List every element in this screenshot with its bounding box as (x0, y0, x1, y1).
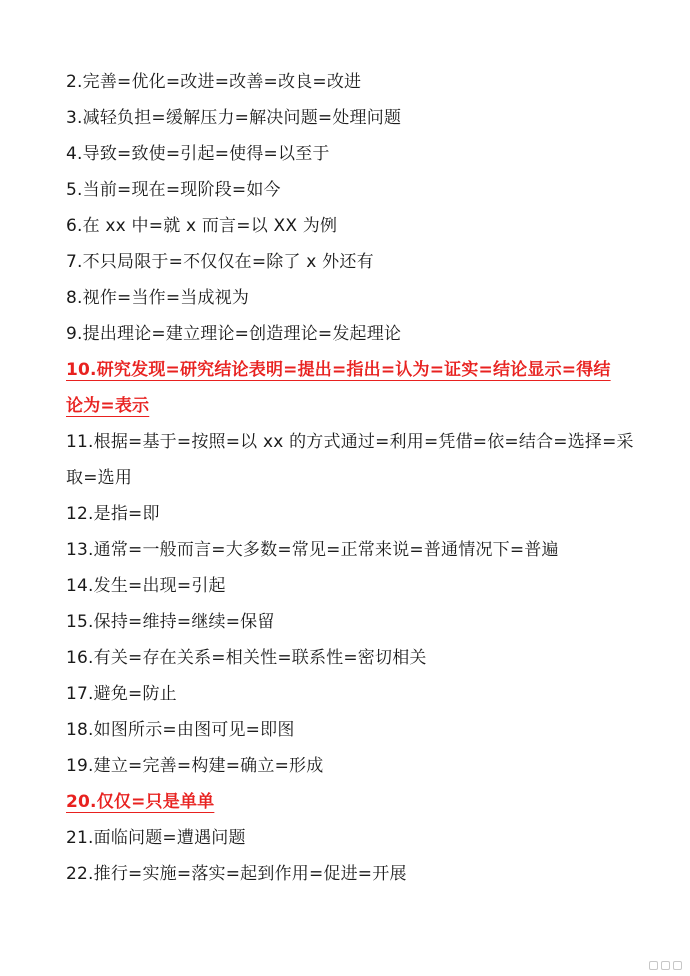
highlighted-list-item (66, 352, 666, 424)
list-item-text: 11.根据=基于=按照=以 xx 的方式通过=利用=凭借=依=结合=选择=采 (66, 432, 634, 452)
list-item-text: 14.发生=出现=引起 (66, 576, 226, 596)
list-item (66, 568, 666, 604)
list-item (66, 64, 666, 100)
list-item-text: 5.当前=现在=现阶段=如今 (66, 180, 281, 200)
list-item (66, 280, 666, 316)
list-item (66, 496, 666, 532)
list-item-text: 16.有关=存在关系=相关性=联系性=密切相关 (66, 648, 427, 668)
list-item-text: 20.仅仅=只是单单 (66, 792, 215, 812)
list-item-text: 10.研究发现=研究结论表明=提出=指出=认为=证实=结论显示=得结 (66, 360, 611, 380)
list-item (66, 424, 666, 496)
list-item-text: 9.提出理论=建立理论=创造理论=发起理论 (66, 324, 402, 344)
list-item (66, 748, 666, 784)
list-item (66, 532, 666, 568)
watermark-logo (649, 961, 682, 970)
list-item-text: 4.导致=致使=引起=使得=以至于 (66, 144, 330, 164)
list-item (66, 820, 666, 856)
list-item-text: 15.保持=维持=继续=保留 (66, 612, 275, 632)
list-item (66, 640, 666, 676)
list-item-text: 18.如图所示=由图可见=即图 (66, 720, 295, 740)
highlighted-list-item (66, 784, 666, 820)
list-item-text: 论为=表示 (66, 396, 150, 416)
list-item (66, 136, 666, 172)
list-item-text: 13.通常=一般而言=大多数=常见=正常来说=普通情况下=普遍 (66, 540, 559, 560)
list-item (66, 604, 666, 640)
list-item-text: 7.不只局限于=不仅仅在=除了 x 外还有 (66, 252, 374, 272)
list-item-text: 取=选用 (66, 468, 133, 488)
list-item-text: 17.避免=防止 (66, 684, 177, 704)
logo-square (661, 961, 670, 970)
list-item (66, 676, 666, 712)
list-item-text: 19.建立=完善=构建=确立=形成 (66, 756, 324, 776)
list-item-text: 12.是指=即 (66, 504, 160, 524)
list-item (66, 244, 666, 280)
list-item (66, 316, 666, 352)
list-item (66, 856, 666, 892)
synonym-list (66, 64, 666, 892)
list-item-text: 8.视作=当作=当成视为 (66, 288, 250, 308)
list-item (66, 100, 666, 136)
list-item-text: 2.完善=优化=改进=改善=改良=改进 (66, 72, 362, 92)
list-item-text: 22.推行=实施=落实=起到作用=促进=开展 (66, 864, 407, 884)
list-item-text: 6.在 xx 中=就 x 而言=以 XX 为例 (66, 216, 338, 236)
list-item (66, 172, 666, 208)
list-item-text: 21.面临问题=遭遇问题 (66, 828, 246, 848)
logo-square (649, 961, 658, 970)
list-item (66, 712, 666, 748)
list-item-text: 3.减轻负担=缓解压力=解决问题=处理问题 (66, 108, 402, 128)
list-item (66, 208, 666, 244)
logo-square (673, 961, 682, 970)
